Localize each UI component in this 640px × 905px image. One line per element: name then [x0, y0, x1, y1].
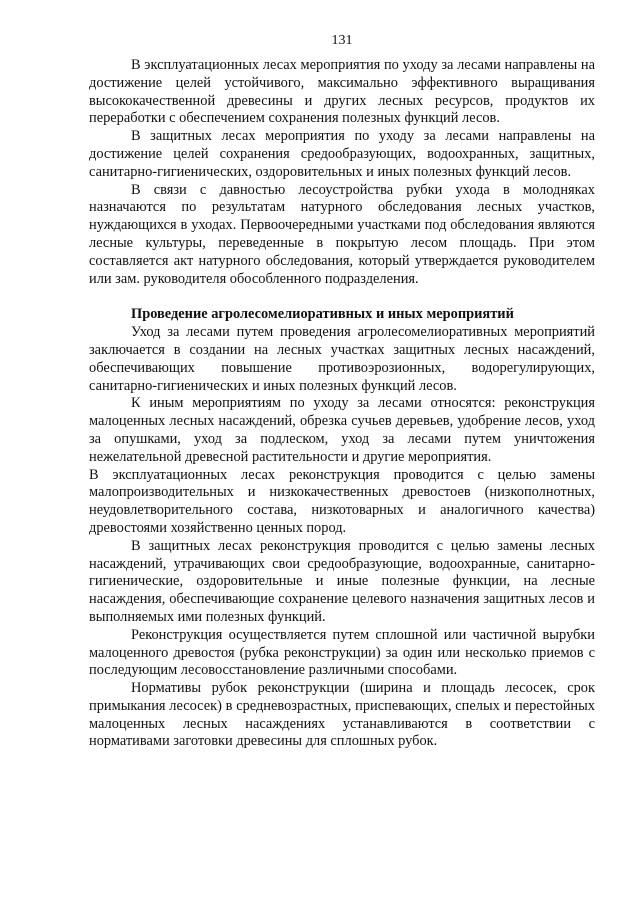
- paragraph-reconstruction-protective: В защитных лесах реконструкция проводится с целью замены лесных насаждений, утрачивающих свои средообразующие, водоохранные, санитарно-гигиенические, оздоровительные и иные полезные функции, на лесные насаждения, обеспечивающие сохранение целевого назначения защитных лесов и выполняемых ими полезных функций.: [89, 537, 595, 625]
- paragraph-protective-forests: В защитных лесах мероприятия по уходу за лесами направлены на достижение целей сохранения средообразующих, водоохранных, защитных, санитарно-гигиенических, оздоровительных и иных полезных функций лесов.: [89, 128, 595, 180]
- paragraph-reconstruction-exploitation: В эксплуатационных лесах реконструкция проводится с целью замены малопроизводительных и низкокачественных древостоев (низкополнотных, неудовлетворительного состава, низкотоварных и аналогичного качества) древостоями хозяйственно ценных пород.: [89, 466, 595, 536]
- paragraph-reconstruction-norms: Нормативы рубок реконструкции (ширина и площадь лесосек, срок примыкания лесосек) в средневозрастных, приспевающих, спелых и перестойных малоценных лесных насаждениях устанавливаются в соответствии с нормативами заготовки древесины для сплошных рубок.: [89, 680, 595, 750]
- section-heading: Проведение агролесомелиоративных и иных мероприятий: [131, 306, 514, 323]
- paragraph-forest-inventory: В связи с давностью лесоустройства рубки ухода в молодняках назначаются по результатам натурного обследования лесных участков, нуждающихся в уходах. Первоочередными участками под обследования являются лесные культуры, переведенные в покрытую лесом площадь. При этом составляется акт натурного обследования, который утверждается руководителем или зам. руководителя обособленного подразделения.: [89, 181, 595, 287]
- paragraph-reconstruction-method: Реконструкция осуществляется путем сплошной или частичной вырубки малоценного древостоя (рубка реконструкции) за один или несколько приемов с последующим лесовосстановление различными способами.: [89, 626, 595, 679]
- paragraph-exploitation-forests: В эксплуатационных лесах мероприятия по уходу за лесами направлены на достижение целей устойчивого, максимально эффективного выращивания высококачественной древесины и других лесных ресурсов, продуктов их переработки с обеспечением сохранения полезных функций лесов.: [89, 57, 595, 127]
- page-number: 131: [331, 33, 353, 48]
- paragraph-other-measures: К иным мероприятиям по уходу за лесами относятся: реконструкция малоценных лесных насаждений, обрезка сучьев деревьев, удобрение лесов, уход за опушками, уход за подлеском, уход за лесами путем уничтожения нежелательной древесной растительности и другие мероприятия.: [89, 395, 595, 465]
- paragraph-agroforestry-care: Уход за лесами путем проведения агролесомелиоративных мероприятий заключается в создании на лесных участках защитных лесных насаждений, обеспечивающих повышение противоэрозионных, водорегулирующих, санитарно-гигиенических и иных полезных функций лесов.: [89, 324, 595, 394]
- document-page: [89, 32, 595, 751]
